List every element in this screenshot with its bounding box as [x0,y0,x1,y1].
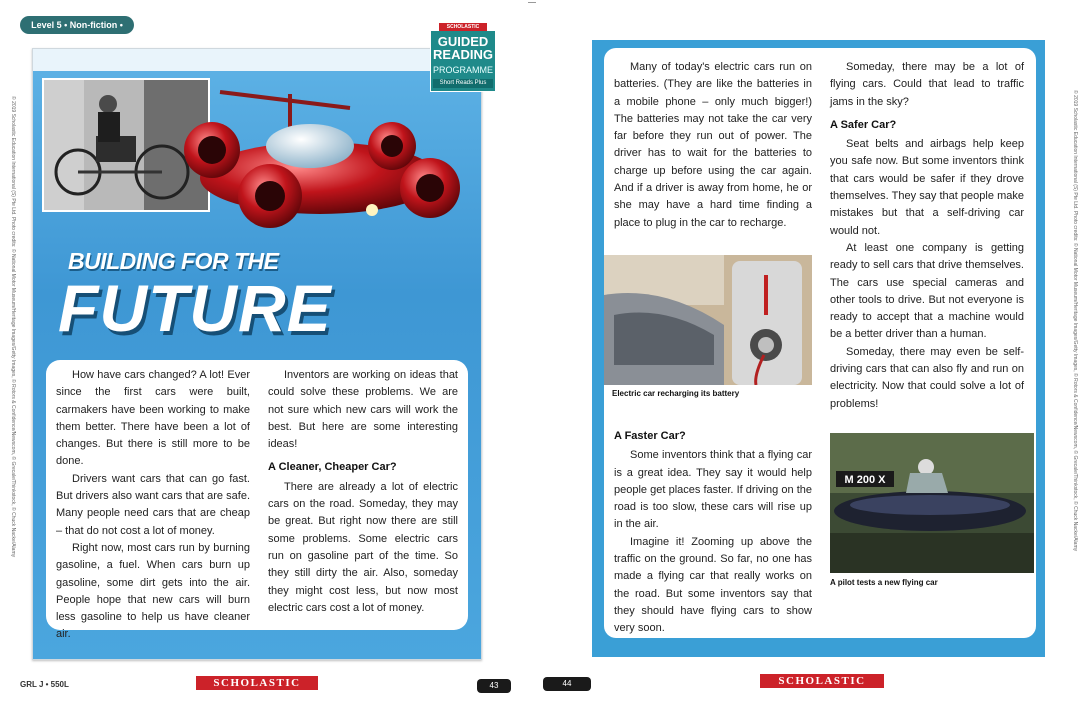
paragraph: Seat belts and airbags help keep you safe now. But some inventors think that cars would be safer if they drove themselves. They say that people make mistakes but that a self-driving car would not. [830,138,1024,237]
paragraph: At least one company is getting ready to sell cars that drive themselves. The cars use special cameras and other tools to drive. But not everyone is ready to accept that a machine would be a better driver than a human. [830,241,1024,341]
flying-car-illustration [160,88,480,248]
logo-brand: SCHOLASTIC [439,23,487,31]
logo-line-programme: PROGRAMME [432,65,493,75]
paragraph: Some inventors think that a flying car is a great idea. They say it would help people get places faster. If driving on the road is too slow, these cars will rise up in the air. [614,449,812,531]
right-column-1-top [614,59,812,232]
copyright-left: © 2019 Scholastic Education International (S) Pte Ltd. Photo credits: © National Motor Museum/Heritage Images/Getty Images, © Rotors & Confidence/Newscom, © Grecale/Thinkstock, © Chuck Nacke/Alamy [10,96,16,558]
title-future: FUTURE [58,271,332,345]
heading-cleaner-car: A Cleaner, Cheaper Car? [268,461,397,474]
page-number-left: 43 [477,679,511,693]
paragraph: Many of today's electric cars run on batteries. (They are like the batteries in a mobile phone – only much bigger!) The batteries may not take the car very far before they run out of power. The driver has to wait for the batteries to charge up before using the car again. And if a driver is away from home, he or she may have a hard time finding a place to plug in the car to recharge. [614,61,812,229]
heading-safer-car: A Safer Car? [830,118,897,131]
left-text-box [46,360,468,641]
copyright-right: © 2019 Scholastic Education International (S) Pte Ltd. Photo credits: © National Motor Museum/Heritage Images/Getty Images, © Rotors & Confidence/Newscom, © Grecale/Thinkstock, © Chuck Nacke/Alamy [1072,90,1078,552]
paragraph: Inventors are working on ideas that could solve these problems. We are not sure which new cars will work the best. But here are some interesting ideas! [268,369,458,451]
paragraph: Someday, there may be a lot of flying cars. Could that lead to traffic jams in the sky? [830,61,1024,108]
grade-level: GRL J • 550L [20,680,69,689]
caption-flying: A pilot tests a new flying car [830,578,938,587]
logo-line-guided: GUIDED READING [433,34,493,62]
right-column-2 [830,59,1024,413]
left-column-2 [268,367,458,617]
registration-plate: M 200 X [844,474,886,486]
paragraph: Imagine it! Zooming up above the traffic on the ground. So far, no one has made a flying car that really works on the road. But some inventors say that they should have flying cars to show very soon. [614,535,812,635]
title-building: BUILDING FOR THE [68,248,279,274]
scholastic-logo-right: SCHOLASTIC [760,674,884,688]
level-badge: Level 5 • Non-fiction • Card 5 [20,16,134,34]
paragraph: Right now, most cars run by burning gasoline, a fuel. When cars burn up gasoline, some dirt gets into the air. People hope that new cars will burn less gasoline to help us have cleaner air. [56,541,250,641]
logo-line-short-reads: Short Reads Plus [433,79,493,88]
heading-faster-car: A Faster Car? [614,430,686,442]
right-column-1-bottom [614,422,812,638]
flying-car-photo [830,433,1034,573]
guided-reading-logo [430,24,496,92]
page-number-right: 44 [543,677,591,691]
paragraph: Drivers want cars that can go fast. But drivers also want cars that are safe. Many people need cars that are cheap – that do not cost a lot of money. [56,472,250,537]
left-column-1 [56,367,250,644]
paragraph: There are already a lot of electric cars on the road. Someday, they may be great. But right now there are still some problems. Some electric cars run on gasoline part of the time. So they still dirty the air. Also, someday they might cost less, but now most electric cars cost a lot of money. [268,480,458,614]
top-mark [528,2,536,3]
paragraph: How have cars changed? A lot! Ever since the first cars were built, carmakers have been working to make them better. There have been a lot of changes. But there is still more to be done. [56,369,250,468]
paragraph: Someday, there may even be self-driving cars that can also fly and run on electricity. Now that could solve a lot of problems! [830,345,1024,410]
caption-charging: Electric car recharging its battery [612,389,740,398]
scholastic-logo-left: SCHOLASTIC [196,676,318,690]
charging-photo [604,255,812,385]
